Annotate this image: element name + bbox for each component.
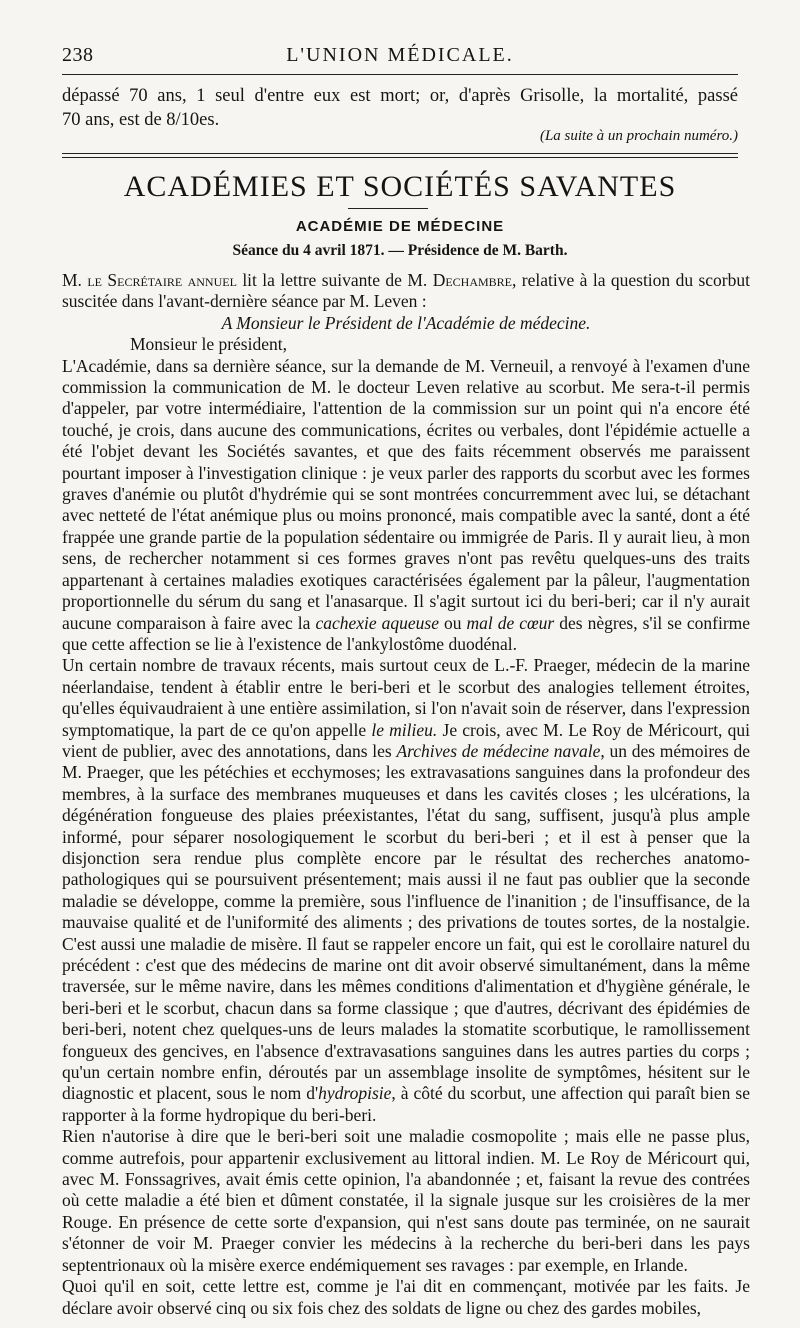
paragraph-3: Rien n'autorise à dire que le beri-beri soit une maladie cosmopolite ; mais elle ne passe plus, comme autrefois, pour appartenir exclusivement au littoral indien. M. Le Roy de Méricourt qui, avec M. Fonssagrives, avait émis cette opinion, l'a abandonnée ; et, faisant la revue des contrées où cette maladie a été bien et dûment constatée, il la signale jusque sur les croisières de la mer Rouge. En présence de cette sorte d'expansion, qui n'est sans doute pas terminée, on ne saurait s'étonner de voir M. Praeger convier les médecins à la recherche du beri-beri dans les pays septentrionaux où la misère exerce endémiquement ses ravages : par exemple, en Irlande. <box>62 1126 750 1275</box>
session-line: Séance du 4 avril 1871. — Présidence de M. Barth. <box>232 242 568 259</box>
intro-paragraph <box>62 270 750 313</box>
continued-text <box>62 84 738 132</box>
intro-text: lit la lettre suivante de M. <box>236 270 433 290</box>
italic-term: mal de cœur <box>466 612 555 633</box>
salutation: Monsieur le président, <box>130 334 287 355</box>
continued-note: (La suite à un prochain numéro.) <box>539 128 738 144</box>
paragraph-1-text: des nègres, s'il se confirme que cette affection se lie à l'existence de l'ankylostôme duodénal. <box>62 612 751 654</box>
continued-text-line-1: dépassé 70 ans, 1 seul d'entre eux est mort; or, d'après Grisolle, la mortalité, passé <box>62 86 738 106</box>
italic-term: cachexie aqueuse <box>315 612 439 633</box>
italic-journal: Archives de médecine navale <box>396 740 601 761</box>
paragraph-4: Quoi qu'il en soit, cette lettre est, comme je l'ai dit en commençant, motivée par les faits. Je déclare avoir observé cinq ou six fois chez des soldats de ligne ou chez des gardes mobiles, <box>62 1276 750 1318</box>
paragraph-2 <box>62 655 750 1126</box>
journal-title: L'UNION MÉDICALE. <box>286 44 514 66</box>
page-number: 238 <box>62 44 94 66</box>
paragraph-1-text: ou <box>438 612 467 633</box>
intro-text-end: , relative à la question du scorbut suscitée dans l'avant-dernière séance par M. Leven : <box>62 270 750 312</box>
article-body <box>62 270 750 1319</box>
italic-term: hydropisie <box>318 1083 392 1104</box>
paragraph-2-text: , à côté du scorbut, une affection qui paraît bien se rapporter à la forme hydropique du beri-beri. <box>62 1083 750 1125</box>
section-title: ACADÉMIES ET SOCIÉTÉS SAVANTES <box>123 170 677 203</box>
continued-text-line-2: 70 ans, est de 8/10es. <box>62 110 220 130</box>
paragraph-2-text: , un des mémoires de M. Praeger, que les pétéchies et ecchymoses; les extravasations sanguines dans la profondeur des membres, à la surface des membranes muqueuses et dans les cavités closes ; les ulcérations, la dégénération fongueuse des plaies préexistantes, l'état du sang, suffisent, jusqu'à plus ample informé, pour séparer nosologiquement le scorbut du beri-beri ; et il est à penser que la disjonction sera rendue plus complète encore par le résultat des recherches anatomo-pathologiques qui se poursuivent présentement; mais aussi il ne faut pas oublier que la seconde maladie se développe, comme la première, sous l'influence de l'inanition ; de l'insuffisance, de la mauvaise qualité et de l'uniformité des aliments ; des privations de toutes sortes, de la nostalgie. C'est aussi une maladie de misère. Il faut se rappeler encore un fait, qui est le corollaire naturel du précédent : c'est que des médecins de marine ont dit avoir observé simultanément, dans la même traversée, sur le même navire, dans les mêmes conditions d'alimentation et d'hygiène générale, le beri-beri et le scorbut, chacun dans sa forme classique ; que d'autres, décrivant des épidémies de beri-beri, notent chez quelques-uns de leurs malades la stomatite scorbutique, le ramollissement fongueux des gencives, en l'absence d'extravasations sanguines dans les autres parties du corps ; qu'un certain nombre enfin, déroutés par un assemblage insolite de symptômes, hésitent sur le diagnostic et placent, sous le nom d' <box>62 740 750 1104</box>
title-underline <box>348 208 428 209</box>
speaker: M. le Secrétaire annuel <box>62 270 237 290</box>
paragraph-1 <box>62 356 750 656</box>
section-rule-thin <box>62 157 738 158</box>
paragraph-2-text: Un certain nombre de travaux récents, mais surtout ceux de L.-F. Praeger, médecin de la marine néerlandaise, tendent à établir entre le beri-beri et le scorbut des analogies tellement étroites, qu'elles équivaudraient à une entière assimilation, si l'on n'avait soin de réserver, dans l'expression symptomatique, la part de ce qu'on appelle <box>62 655 750 740</box>
letter-address: A Monsieur le Président de l'Académie de médecine. <box>221 312 591 333</box>
paragraph-1-text: L'Académie, dans sa dernière séance, sur la demande de M. Verneuil, a renvoyé à l'examen d'une commission la communication de M. le docteur Leven relative au scorbut. Me sera-t-il permis d'appeler, par votre intermédiaire, l'attention de la commission sur un point qui n'a encore été touché, je crois, dans aucune des communications, écrites ou verbales, dont l'épidémie actuelle a été l'objet devant les Sociétés savantes, et que des faits récemment observés me paraissent pourtant imposer à l'investigation clinique : je veux parler des rapports du scorbut avec les formes graves d'anémie ou plutôt d'hydrémie qui se sont montrées concurremment avec lui, se détachant avec netteté de l'état anémique plus ou moins prononcé, mais compatible avec la santé, dont a été frappée une grande partie de la population sédentaire ou immigrée de Paris. Il y aurait lieu, à mon sens, de rechercher notamment si ces formes graves n'ont pas revêtu quelques-uns des traits appartenant à certaines maladies exotiques caractérisées également par la pâleur, l'augmentation proportionnelle du sérum du sang et l'anasarque. Il s'agit surtout ici du beri-beri; car il n'y aurait aucune comparaison à faire avec la <box>62 355 750 633</box>
letter-author: Dechambre <box>432 270 512 290</box>
italic-term: le milieu. <box>371 719 438 740</box>
running-head <box>62 44 738 74</box>
section-rule <box>62 153 738 154</box>
paragraph-2-text: Je crois, avec M. Le Roy de Méricourt, qui vient de publier, avec des annotations, dans les <box>62 719 750 761</box>
header-rule <box>62 74 738 75</box>
academy-heading: ACADÉMIE DE MÉDECINE <box>295 218 505 235</box>
